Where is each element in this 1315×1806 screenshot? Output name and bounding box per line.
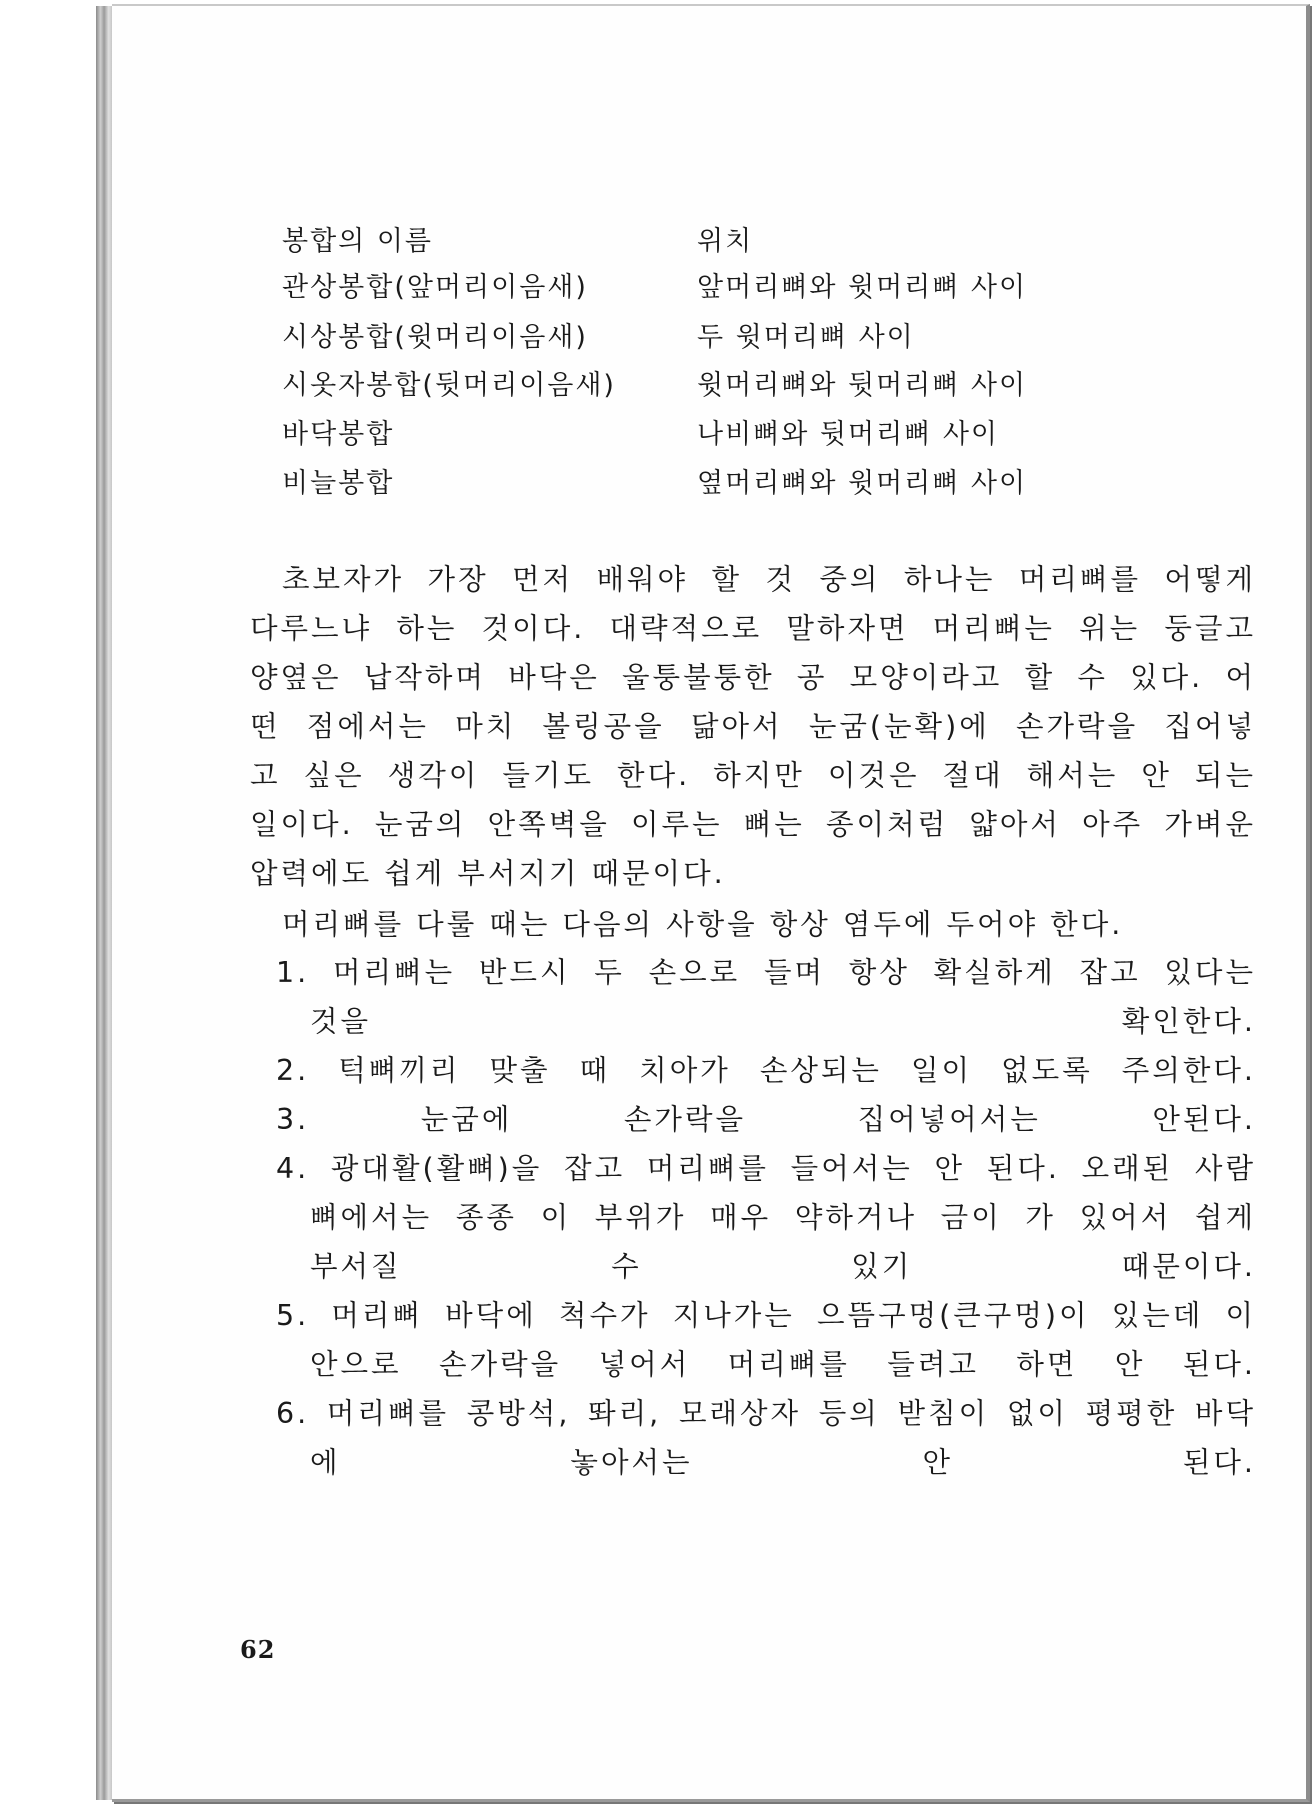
paragraph-line: 다루느냐 하는 것이다. 대략적으로 말하자면 머리뼈는 위는 둥글고	[250, 612, 1256, 645]
table-row	[282, 415, 1182, 455]
paragraph-line: 머리뼈를 다룰 때는 다음의 사항을 항상 염두에 두어야 한다.	[282, 908, 1124, 941]
list-line: 뼈에서는 종종 이 부위가 매우 약하거나 금이 가 있어서 쉽게	[310, 1201, 1256, 1234]
table-row	[282, 318, 1182, 358]
table-row	[282, 366, 1182, 406]
list-line: 1. 머리뼈는 반드시 두 손으로 들며 항상 확실하게 잡고 있다는	[276, 956, 1256, 989]
table-row	[282, 268, 1182, 308]
suture-position: 옆머리뼈와 윗머리뼈 사이	[697, 468, 1028, 499]
suture-name: 시상봉합(윗머리이음새)	[282, 322, 588, 353]
suture-position: 윗머리뼈와 뒷머리뼈 사이	[697, 370, 1028, 401]
table-header	[282, 222, 1182, 262]
list-line: 3. 눈굼에 손가락을 집어넣어서는 안된다.	[276, 1103, 1256, 1136]
table-row	[282, 464, 1182, 504]
list-item	[276, 1144, 1256, 1291]
suture-name: 시옷자봉합(뒷머리이음새)	[282, 370, 616, 401]
list-line: 안으로 손가락을 넣어서 머리뼈를 들려고 하면 안 된다.	[310, 1348, 1256, 1381]
paragraph-line: 일이다. 눈굼의 안쪽벽을 이루는 뼈는 종이처럼 얇아서 아주 가벼운	[250, 808, 1256, 841]
suture-name: 비늘봉합	[282, 468, 395, 499]
page-content	[112, 0, 1310, 1806]
list-item	[276, 948, 1256, 1046]
table-header-name: 봉합의 이름	[282, 226, 433, 257]
list-item	[276, 1291, 1256, 1389]
body-paragraph	[250, 555, 1256, 898]
list-line: 5. 머리뼈 바닥에 척수가 지나가는 으뜸구멍(큰구멍)이 있는데 이	[276, 1299, 1256, 1332]
list-line: 부서질 수 있기 때문이다.	[310, 1250, 1256, 1283]
list-item	[276, 1046, 1256, 1095]
paragraph-line: 양옆은 납작하며 바닥은 울퉁불퉁한 공 모양이라고 할 수 있다. 어	[250, 661, 1256, 694]
list-line: 2. 턱뼈끼리 맞출 때 치아가 손상되는 일이 없도록 주의한다.	[276, 1054, 1256, 1087]
list-line: 4. 광대활(활뼈)을 잡고 머리뼈를 들어서는 안 된다. 오래된 사람	[276, 1152, 1256, 1185]
paragraph-line: 압력에도 쉽게 부서지기 때문이다.	[250, 857, 726, 890]
page-number: 62	[240, 1635, 276, 1664]
paragraph-line: 떤 점에서는 마치 볼링공을 닮아서 눈굼(눈확)에 손가락을 집어넣	[250, 710, 1256, 743]
paragraph-line: 고 싶은 생각이 들기도 한다. 하지만 이것은 절대 해서는 안 되는	[250, 759, 1256, 792]
suture-position: 두 윗머리뼈 사이	[697, 322, 915, 353]
suture-position: 나비뼈와 뒷머리뼈 사이	[697, 419, 999, 450]
paragraph-line: 초보자가 가장 먼저 배워야 할 것 중의 하나는 머리뼈를 어떻게	[282, 563, 1256, 596]
list-line: 에 놓아서는 안 된다.	[310, 1446, 1256, 1479]
body-paragraph	[282, 900, 1256, 949]
suture-name: 관상봉합(앞머리이음새)	[282, 272, 588, 303]
list-item	[276, 1389, 1256, 1487]
list-line: 것을 확인한다.	[310, 1005, 1256, 1038]
list-line: 6. 머리뼈를 콩방석, 똬리, 모래상자 등의 받침이 없이 평평한 바닥	[276, 1397, 1256, 1430]
table-header-position: 위치	[697, 226, 754, 257]
list-item	[276, 1095, 1256, 1144]
suture-position: 앞머리뼈와 윗머리뼈 사이	[697, 272, 1028, 303]
suture-name: 바닥봉합	[282, 419, 395, 450]
